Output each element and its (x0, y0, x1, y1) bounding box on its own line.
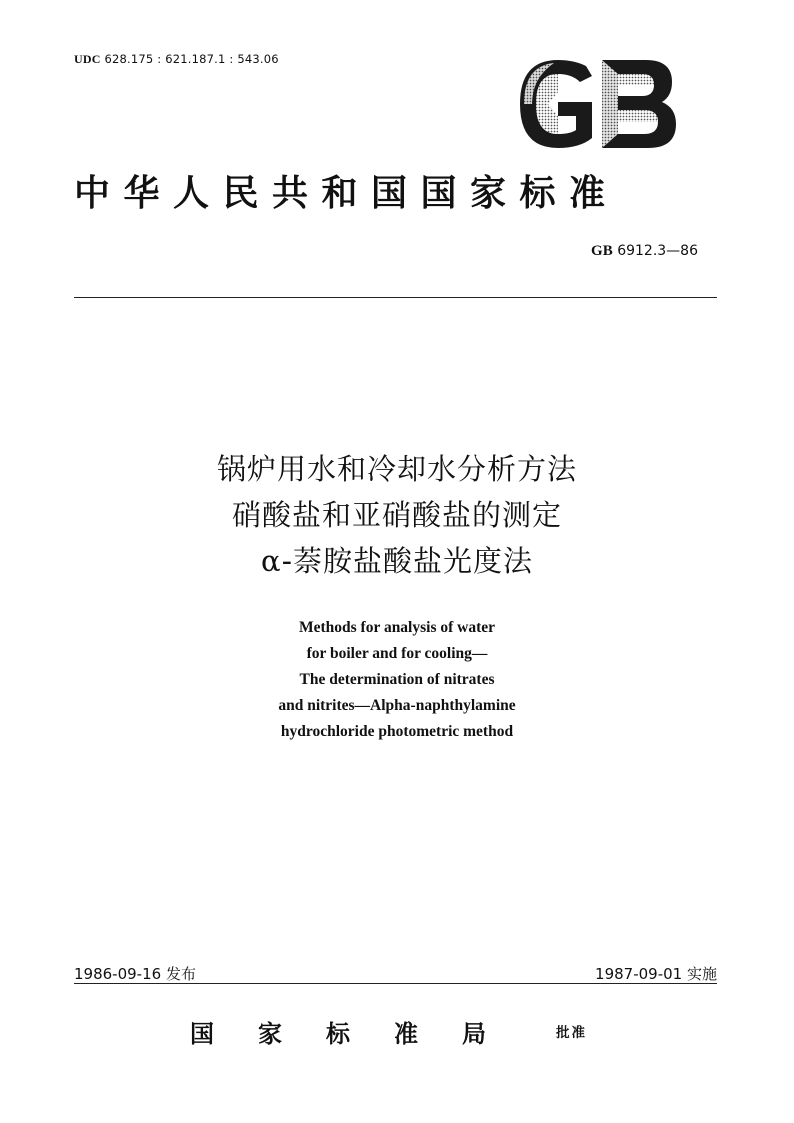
issue-date: 1986-09-16 发布 (74, 965, 196, 983)
chinese-title-line-3 (0, 538, 794, 584)
udc-code: 628.175 : 621.187.1 : 543.06 (104, 52, 279, 66)
udc-classification (74, 52, 279, 67)
chinese-title-line-3-text: -萘胺盐酸盐光度法 (281, 544, 534, 578)
header-divider (74, 297, 717, 298)
english-title-line-2: for boiler and for cooling— (306, 645, 488, 662)
udc-label: UDC (74, 52, 101, 66)
english-title-line-4: and nitrites—Alpha-naphthylamine (278, 697, 516, 714)
issuing-bureau: 国家标准局 (190, 1019, 530, 1048)
chinese-title-line-2: 硝酸盐和亚硝酸盐的测定 (231, 498, 562, 532)
chinese-title (0, 446, 794, 584)
chinese-title-line-1: 锅炉用水和冷却水分析方法 (216, 452, 577, 486)
approved-label: 批准 (556, 1025, 587, 1041)
footer-divider (74, 983, 717, 984)
greek-alpha: α (260, 544, 282, 578)
national-standard-title: 中华人民共和国国家标准 (74, 172, 619, 214)
english-title-line-5: hydrochloride photometric method (280, 723, 514, 740)
english-title (0, 615, 794, 745)
standard-number-prefix: GB (591, 243, 613, 259)
gb-logo (514, 58, 678, 150)
english-title-line-1: Methods for analysis of water (298, 619, 496, 636)
standard-number (591, 243, 698, 260)
implementation-date: 1987-09-01 实施 (595, 965, 717, 983)
standard-number-value: 6912.3—86 (617, 243, 698, 259)
english-title-line-3: The determination of nitrates (299, 671, 495, 688)
